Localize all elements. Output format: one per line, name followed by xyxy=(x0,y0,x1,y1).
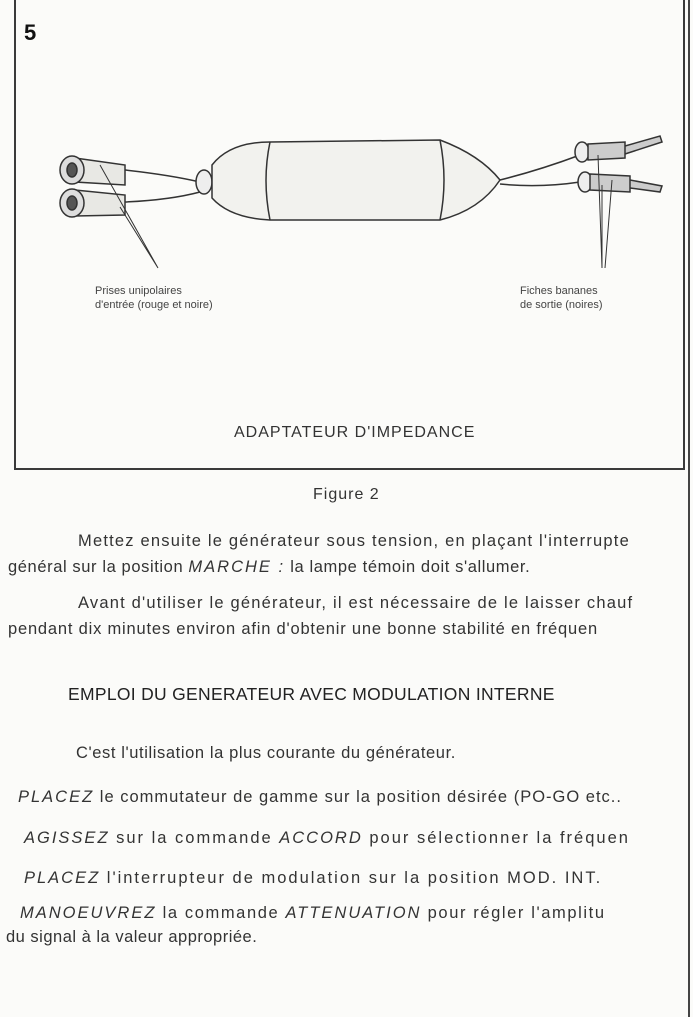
step xyxy=(18,788,622,807)
text: la lampe témoin doit s'allumer. xyxy=(285,558,531,576)
label-line: Prises unipolaires xyxy=(95,285,182,297)
label-line: Fiches bananes xyxy=(520,285,598,297)
verb: AGISSEZ xyxy=(24,829,110,847)
text: général sur la position xyxy=(8,558,189,576)
label-line: de sortie (noires) xyxy=(520,299,603,311)
paragraph-line: pendant dix minutes environ afin d'obtenir une bonne stabilité en fréquen xyxy=(8,620,598,638)
paragraph-line: Mettez ensuite le générateur sous tension, en plaçant l'interrupte xyxy=(78,532,630,550)
input-label xyxy=(95,284,213,312)
page-number: 5 xyxy=(24,20,37,45)
emphasis: MARCHE : xyxy=(188,558,286,576)
impedance-adapter-illustration xyxy=(40,120,680,280)
section-heading: EMPLOI DU GENERATEUR AVEC MODULATION INTERNE xyxy=(68,684,555,704)
step xyxy=(20,904,606,923)
step xyxy=(24,829,630,848)
section-intro: C'est l'utilisation la plus courante du générateur. xyxy=(76,744,456,762)
text: l'interrupteur de modulation sur la position MOD. INT. xyxy=(100,869,603,887)
output-label xyxy=(520,284,603,312)
verb: MANOEUVREZ xyxy=(20,904,157,922)
figure-title: ADAPTATEUR D'IMPEDANCE xyxy=(234,424,476,441)
text: le commutateur de gamme sur la position désirée (PO-GO etc.. xyxy=(94,788,622,806)
paragraph-line: Avant d'utiliser le générateur, il est nécessaire de le laisser chauf xyxy=(78,594,634,612)
text: sur la commande xyxy=(109,829,280,847)
emphasis: ATTENUATION xyxy=(285,904,422,922)
verb: PLACEZ xyxy=(18,788,95,806)
step-continuation: du signal à la valeur appropriée. xyxy=(6,928,258,946)
text: pour régler l'amplitu xyxy=(421,904,606,922)
text: pour sélectionner la fréquen xyxy=(362,829,630,847)
step xyxy=(24,869,602,888)
paragraph-line xyxy=(8,558,530,577)
verb: PLACEZ xyxy=(24,869,101,887)
text: la commande xyxy=(156,904,286,922)
label-line: d'entrée (rouge et noire) xyxy=(95,299,213,311)
emphasis: ACCORD xyxy=(279,829,363,847)
page-edge xyxy=(688,0,690,1017)
figure-caption: Figure 2 xyxy=(313,486,380,503)
